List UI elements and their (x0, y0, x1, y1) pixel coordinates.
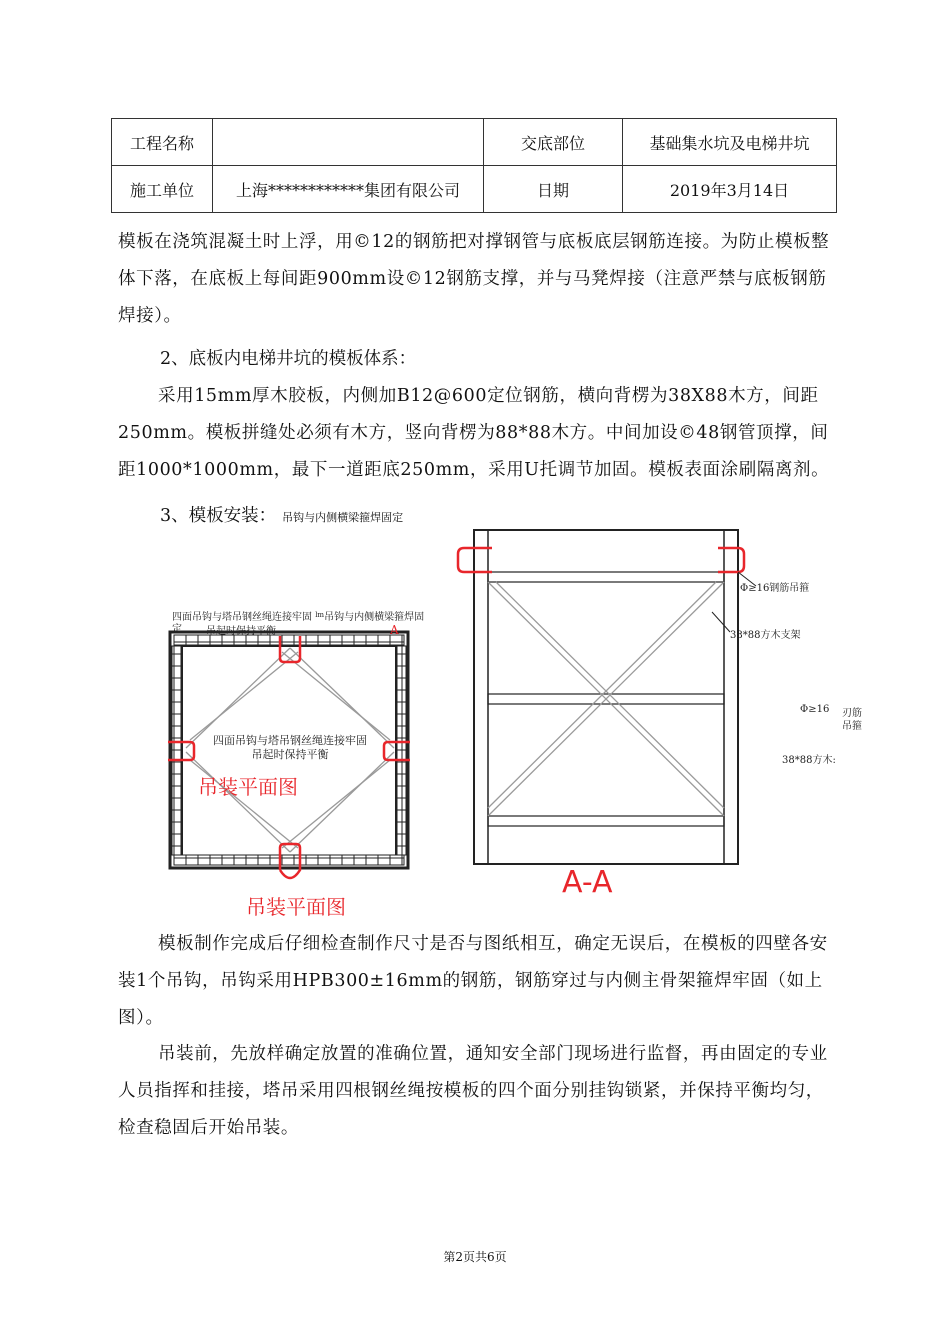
heading-3-text: 3、模板安装： (160, 506, 277, 526)
section-hook-right (718, 548, 744, 572)
paragraph-2: 采用15mm厚木胶板，内侧加B12@600定位钢筋，横向背楞为38X88木方，间距250mm。模板拼缝处必须有木方，竖向背楞为88*88木方。中间加设©48钢管顶撑，间距1000*1000mm，最下一道距底250mm，采用U托调节加固。模板表面涂刷隔离剂。 (118, 386, 830, 480)
plan-right-studs (397, 646, 406, 855)
section-outer-frame (474, 530, 738, 864)
project-name-label: 工程名称 (112, 119, 213, 166)
paragraph-4: 吊装前，先放样确定放置的准确位置，通知安全部门现场进行监督，再由固定的专业人员指挥和挂接，塔吊采用四根钢丝绳按模板的四个面分别挂钩锁紧，并保持平衡均匀，检查稳固后开始吊装。 (118, 1044, 828, 1138)
plan-brace-se-2 (282, 760, 390, 848)
plan-note-top-2: 定 (172, 624, 182, 635)
plan-brace-se (290, 752, 394, 852)
section-view (458, 530, 862, 900)
plan-note-top: 四面吊钩与塔吊钢丝绳连接牢固 $^{lm}$吊钩与内侧横梁箍焊固 (172, 611, 425, 623)
page-footer: 第2页共6页 (443, 1250, 507, 1264)
location-value: 基础集水坑及电梯井坑 (623, 119, 837, 166)
section-beam-top (488, 572, 724, 582)
plan-left-studs (172, 646, 181, 855)
plan-view (168, 610, 424, 919)
contractor-value: 上海************集团有限公司 (213, 166, 484, 213)
label-support-cut: 38*88方木: (782, 755, 836, 766)
plan-brace-sw-2 (190, 760, 298, 848)
plan-brace-nw (186, 648, 290, 748)
contractor-label: 施工单位 (112, 166, 213, 213)
paragraph-3: 模板制作完成后仔细检查制作尺寸是否与图纸相互，确定无误后，在模板的四壁各安装1个吊钩，吊钩采用HPB300±16mm的钢筋，钢筋穿过与内侧主骨架箍焊牢固（如上图）。 (118, 934, 828, 1028)
plan-center-note-2: 吊起时保持平衡 (251, 748, 329, 761)
date-value: 2019年3月14日 (623, 166, 837, 213)
plan-center-note-1: 四面吊钩与塔吊钢丝绳连接牢固 (213, 734, 367, 747)
plan-title-below: 吊装平面图 (246, 895, 346, 919)
heading-2: 2、底板内电梯井坑的模板体系： (160, 349, 417, 369)
label-side-2: 吊箍 (842, 721, 862, 732)
label-hook-cut: Φ≥16 (800, 704, 830, 715)
plan-bottom-studs (174, 855, 404, 865)
plan-brace-nw-2 (190, 652, 298, 740)
label-support: 38*88方木支架 (730, 630, 801, 641)
plan-title-inner: 吊装平面图 (198, 775, 298, 799)
leader-support (712, 612, 730, 632)
section-mark: A (390, 623, 399, 637)
label-hook: Φ≥16钢筋吊箍 (740, 583, 810, 594)
plan-brace-ne (290, 648, 394, 748)
plan-brace-ne-2 (282, 652, 390, 740)
label-side-1: 刃筋 (842, 708, 862, 719)
plan-note-top-3: 吊起时保持平衡 (206, 626, 276, 637)
section-title: A-A (562, 865, 613, 900)
date-label: 日期 (484, 166, 623, 213)
heading-3-note: 吊钩与内侧横梁箍焊固定 (282, 511, 404, 524)
location-label: 交底部位 (484, 119, 623, 166)
paragraph-1: 模板在浇筑混凝土时上浮，用©12的钢筋把对撑钢管与底板底层钢筋连接。为防止模板整体下落，在底板上每间距900mm设©12钢筋支撑，并与马凳焊接（注意严禁与底板钢筋焊接）。 (118, 232, 830, 326)
section-beam-bottom (488, 816, 724, 826)
plan-brace-sw (186, 752, 290, 852)
